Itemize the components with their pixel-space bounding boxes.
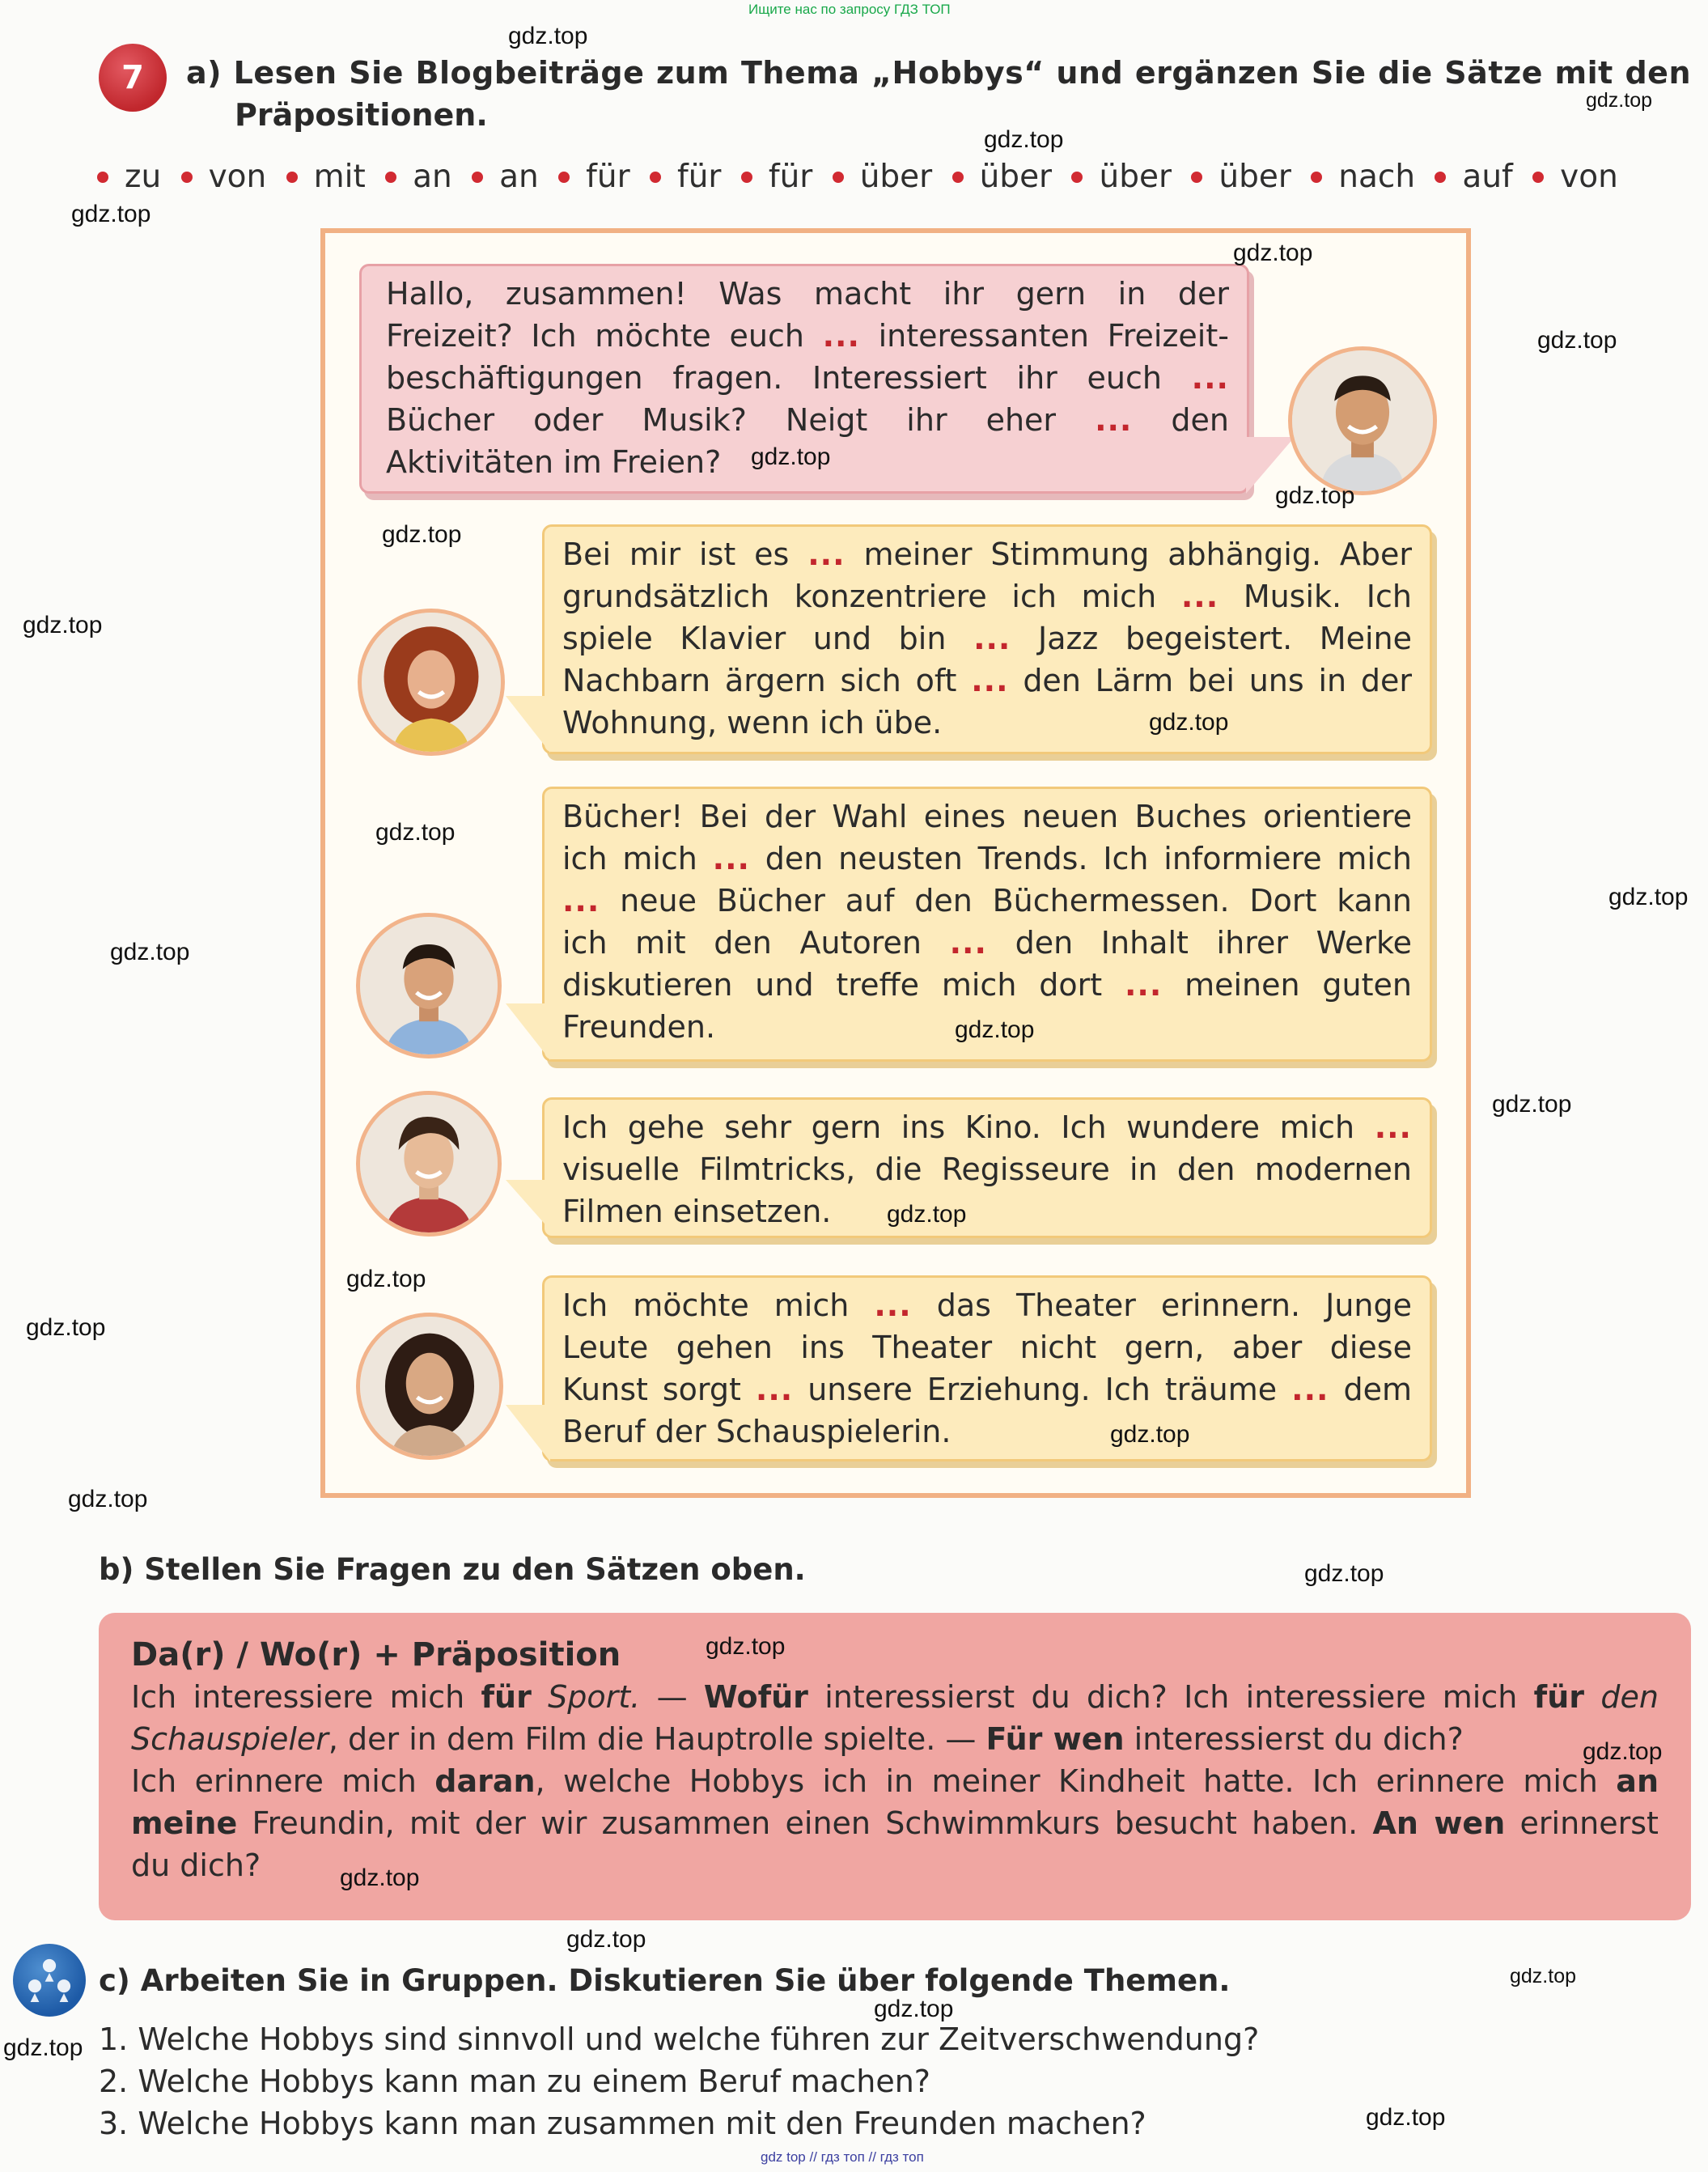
p5-line3: Kunst sorgt ... unsere Erziehung. Ich träume ... dem <box>562 1372 1412 1407</box>
watermark: gdz.top <box>110 939 190 965</box>
watermark: gdz.top <box>751 443 831 470</box>
preposition-label: mit <box>313 159 366 195</box>
p2-line3: spiele Klavier und bin ... Jazz begeistert. Meine <box>562 621 1412 656</box>
preposition-item <box>833 159 933 195</box>
p3-line3: ... neue Bücher auf den Büchermessen. Dort kann <box>562 883 1412 918</box>
group-work-icon <box>13 1944 86 2017</box>
preposition-item <box>1191 159 1291 195</box>
preposition-label: über <box>1099 159 1172 195</box>
p1-line2: Freizeit? Ich möchte euch ... interessanten Freizeit- <box>386 318 1229 354</box>
bubble-tail <box>506 696 550 753</box>
bullet-dot-icon <box>97 172 108 183</box>
avatar-woman-dark <box>356 1313 503 1460</box>
watermark: gdz.top <box>706 1633 786 1660</box>
bullet-dot-icon <box>181 172 193 183</box>
bubble-tail <box>506 1405 550 1461</box>
watermark: gdz.top <box>887 1201 967 1228</box>
part-b-heading: b) Stellen Sie Fragen zu den Sätzen oben. <box>99 1552 806 1587</box>
p2-line4: Nachbarn ärgern sich oft ... den Lärm bei uns in der <box>562 663 1412 698</box>
p3-line2: ich mich ... den neusten Trends. Ich informiere mich <box>562 841 1412 876</box>
preposition-item <box>1435 159 1512 195</box>
preposition-item <box>286 159 366 195</box>
watermark: gdz.top <box>1583 1738 1663 1765</box>
p3-line4: ich mit den Autoren ... den Inhalt ihrer Werke <box>562 925 1412 961</box>
preposition-label: von <box>208 159 267 195</box>
bubble-tail <box>506 1003 550 1060</box>
part-a-heading-line2: Präpositionen. <box>235 97 488 133</box>
top-banner: Ищите нас по запросу ГДЗ ТОП <box>748 2 951 17</box>
watermark: gdz.top <box>1275 482 1355 509</box>
p2-line2: grundsätzlich konzentriere ich mich ... Musik. Ich <box>562 579 1412 614</box>
bullet-dot-icon <box>952 172 964 183</box>
bottom-banner: gdz top // гдз топ // гдз топ <box>761 2149 924 2165</box>
watermark: gdz.top <box>340 1864 420 1891</box>
preposition-label: an <box>413 159 452 195</box>
bullet-dot-icon <box>472 172 483 183</box>
part-a-heading-line1: a) Lesen Sie Blogbeiträge zum Thema „Hobbys“ und ergänzen Sie die Sätze mit den <box>186 55 1691 91</box>
task-number-badge: 7 <box>99 44 167 112</box>
preposition-item <box>952 159 1053 195</box>
grammar-line5: du dich? <box>131 1847 261 1883</box>
question-2: 2. Welche Hobbys kann man zu einem Beruf machen? <box>99 2064 930 2099</box>
avatar-young-man <box>356 913 502 1058</box>
watermark: gdz.top <box>1586 89 1653 112</box>
preposition-list <box>97 159 1618 195</box>
preposition-item <box>650 159 721 195</box>
watermark: gdz.top <box>1110 1421 1190 1448</box>
p3-line5: diskutieren und treffe mich dort ... meinen guten <box>562 967 1412 1003</box>
p3-line6: Freunden. <box>562 1009 716 1045</box>
preposition-label: über <box>979 159 1053 195</box>
watermark: gdz.top <box>1149 709 1229 736</box>
bullet-dot-icon <box>1435 172 1446 183</box>
watermark: gdz.top <box>508 23 588 49</box>
p1-line1: Hallo, zusammen! Was macht ihr gern in der <box>386 276 1229 312</box>
avatar-woman-curly <box>358 609 505 756</box>
preposition-label: von <box>1560 159 1618 195</box>
watermark: gdz.top <box>1510 1965 1577 1987</box>
blog-post-4 <box>542 1097 1432 1238</box>
p4-line2: visuelle Filmtricks, die Regisseure in den modernen <box>562 1152 1412 1187</box>
preposition-item <box>385 159 452 195</box>
watermark: gdz.top <box>566 1926 646 1953</box>
grammar-line1: Ich interessiere mich für Sport. — Wofür interessierst du dich? Ich interessiere mich für den <box>131 1679 1659 1715</box>
preposition-label: für <box>586 159 630 195</box>
bubble-tail <box>506 1180 550 1230</box>
p5-line2: Leute gehen ins Theater nicht gern, aber diese <box>562 1330 1412 1365</box>
watermark: gdz.top <box>346 1266 426 1292</box>
watermark: gdz.top <box>1608 884 1689 910</box>
grammar-box-title: Da(r) / Wo(r) + Präposition <box>131 1636 621 1674</box>
preposition-item <box>472 159 539 195</box>
grammar-line2: Schauspieler, der in dem Film die Hauptrolle spielte. — Für wen interessierst du dich? <box>131 1721 1464 1757</box>
bullet-dot-icon <box>1532 172 1544 183</box>
preposition-label: für <box>676 159 722 195</box>
avatar-man <box>1288 346 1437 495</box>
preposition-item <box>1071 159 1172 195</box>
question-1: 1. Welche Hobbys sind sinnvoll und welche führen zur Zeitverschwendung? <box>99 2021 1260 2057</box>
bullet-dot-icon <box>1311 172 1322 183</box>
part-c-heading: c) Arbeiten Sie in Gruppen. Diskutieren Sie über folgende Themen. <box>99 1963 1231 1998</box>
p3-line1: Bücher! Bei der Wahl eines neuen Buches orientiere <box>562 799 1412 834</box>
watermark: gdz.top <box>955 1016 1035 1043</box>
p5-line1: Ich möchte mich ... das Theater erinnern. Junge <box>562 1288 1412 1323</box>
watermark: gdz.top <box>1366 2104 1446 2131</box>
grammar-box <box>99 1613 1691 1920</box>
watermark: gdz.top <box>3 2034 83 2061</box>
p1-line4: Bücher oder Musik? Neigt ihr eher ... den <box>386 402 1229 438</box>
preposition-label: zu <box>125 159 162 195</box>
preposition-label: über <box>1218 159 1291 195</box>
watermark: gdz.top <box>68 1486 148 1512</box>
bullet-dot-icon <box>385 172 396 183</box>
preposition-item <box>181 159 267 195</box>
question-3: 3. Welche Hobbys kann man zusammen mit den Freunden machen? <box>99 2106 1146 2141</box>
bullet-dot-icon <box>650 172 661 183</box>
discussion-questions <box>99 2018 1259 2144</box>
watermark: gdz.top <box>1304 1560 1384 1587</box>
bullet-dot-icon <box>741 172 752 183</box>
watermark: gdz.top <box>874 1996 954 2022</box>
watermark: gdz.top <box>26 1314 106 1341</box>
preposition-item <box>97 159 161 195</box>
p1-line5: Aktivitäten im Freien? <box>386 444 722 480</box>
watermark: gdz.top <box>984 126 1064 153</box>
p2-line1: Bei mir ist es ... meiner Stimmung abhängig. Aber <box>562 537 1412 572</box>
bullet-dot-icon <box>558 172 570 183</box>
watermark: gdz.top <box>1492 1091 1572 1118</box>
watermark: gdz.top <box>382 521 462 548</box>
bullet-dot-icon <box>1071 172 1083 183</box>
p4-line1: Ich gehe sehr gern ins Kino. Ich wundere mich ... <box>562 1109 1412 1145</box>
p5-line4: Beruf der Schauspielerin. <box>562 1414 951 1449</box>
blog-post-5 <box>542 1275 1432 1461</box>
preposition-item <box>558 159 629 195</box>
bullet-dot-icon <box>1191 172 1202 183</box>
preposition-label: auf <box>1462 159 1513 195</box>
preposition-item <box>1311 159 1415 195</box>
preposition-item <box>1532 159 1618 195</box>
watermark: gdz.top <box>23 612 103 638</box>
p4-line3: Filmen einsetzen. <box>562 1194 832 1229</box>
preposition-label: an <box>499 159 539 195</box>
grammar-line3: Ich erinnere mich daran, welche Hobbys ich in meiner Kindheit hatte. Ich erinnere mich an <box>131 1763 1659 1799</box>
watermark: gdz.top <box>1233 240 1313 266</box>
preposition-label: nach <box>1338 159 1416 195</box>
preposition-item <box>741 159 812 195</box>
watermark: gdz.top <box>1537 327 1617 354</box>
watermark: gdz.top <box>375 819 456 846</box>
preposition-label: über <box>859 159 933 195</box>
avatar-teen <box>356 1091 502 1237</box>
watermark: gdz.top <box>71 201 151 227</box>
p2-line5: Wohnung, wenn ich übe. <box>562 705 943 740</box>
grammar-line4: meine Freundin, mit der wir zusammen einen Schwimmkurs besucht haben. An wen erinnerst <box>131 1805 1659 1841</box>
preposition-label: für <box>768 159 813 195</box>
blog-post-2 <box>542 524 1432 754</box>
bullet-dot-icon <box>286 172 298 183</box>
bullet-dot-icon <box>833 172 844 183</box>
p1-line3: beschäftigungen fragen. Interessiert ihr euch ... <box>386 360 1229 396</box>
